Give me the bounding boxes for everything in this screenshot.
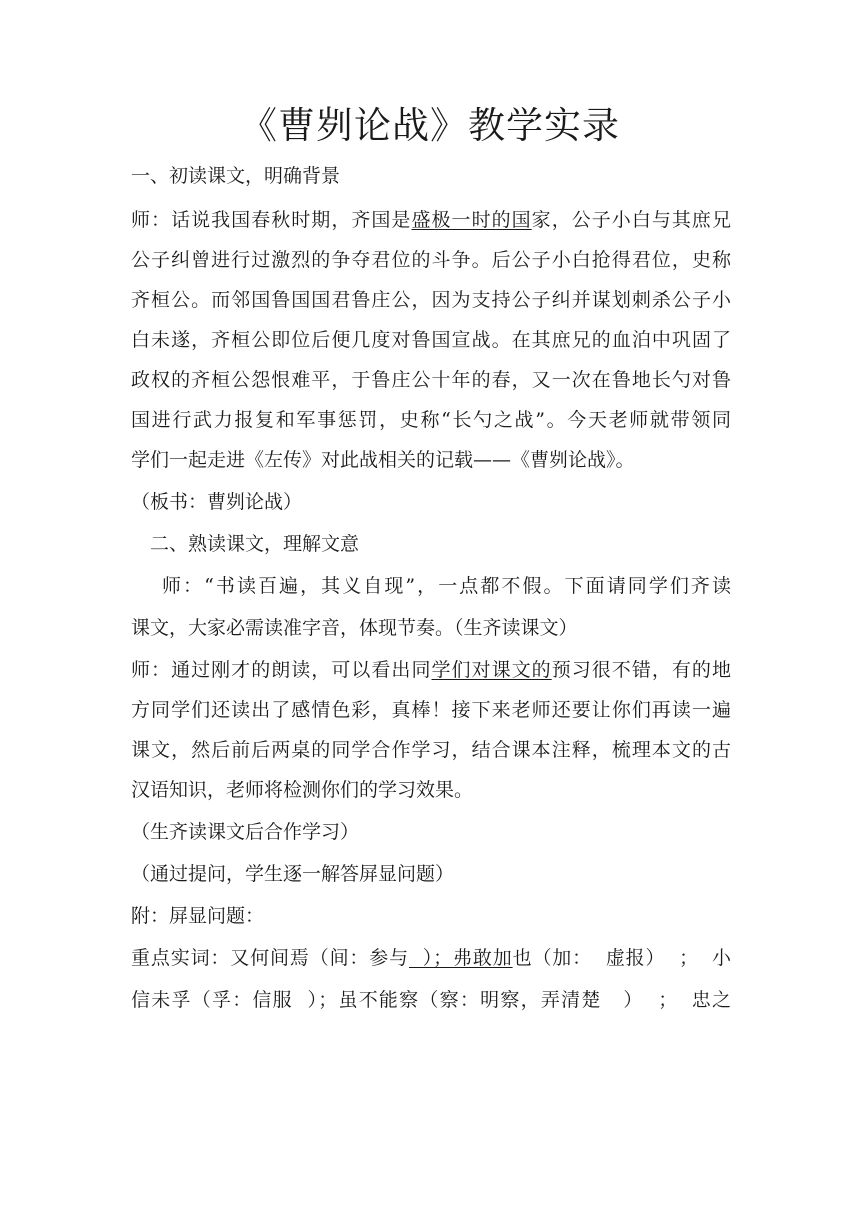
key-words-line-1 (131, 944, 731, 972)
document-title: 《曹刿论战》教学实录 (240, 104, 620, 147)
paragraph-1-line-6: 国进行武力报复和军事惩罚，史称“长勺之战”。今天老师就带领同 (131, 409, 731, 431)
paragraph-1-line-4: 白未遂，齐桓公即位后便几度对鲁国宣战。在其庶兄的血泊中巩固了 (131, 329, 731, 351)
paragraph-1-line-2: 公子纠曾进行过激烈的争夺君位的斗争。后公子小白抢得君位，史称 (131, 249, 731, 271)
paragraph-3-line-2: 方同学们还读出了感情色彩，真棒！接下来老师还要让你们再读一遍 (131, 699, 731, 721)
text-run: 家，公子小白与其庶兄 (531, 209, 731, 231)
paragraph-3-line-3: 课文，然后前后两桌的同学合作学习，结合课本注释，梳理本文的古 (131, 739, 731, 761)
note-line-2: （通过提问，学生逐一解答屏显问题） (131, 863, 455, 885)
underlined-text: 盛极一时的国 (411, 209, 532, 231)
paragraph-1-line-5: 政权的齐桓公怨恨难平，于鲁庄公十年的春，又一次在鲁地长勺对鲁 (131, 369, 731, 391)
note-line-1: （生齐读课文后合作学习） (131, 821, 360, 843)
paragraph-2-line-1: 师：“书读百遍，其义自现”，一点都不假。下面请同学们齐读 (162, 575, 731, 597)
paragraph-2-line-2: 课文，大家必需读准字音，体现节奏。（生齐读课文） (131, 617, 578, 639)
underlined-text: 学们对课文的 (431, 659, 552, 681)
underlined-text: ）；弗敢加 (409, 947, 513, 969)
paragraph-1-line-7: 学们一起走进《左传》对此战相关的记载——《曹刿论战》。 (131, 449, 635, 471)
board-note: （板书：曹刿论战） (131, 491, 303, 513)
note-line-3: 附：屏显问题： (131, 905, 265, 927)
text-run: 也（加： 虚报） ； 小 (512, 947, 731, 969)
paragraph-3-line-1 (131, 656, 731, 684)
paragraph-1-line-1 (131, 206, 731, 234)
paragraph-3-line-4: 汉语知识，老师将检测你们的学习效果。 (131, 779, 474, 801)
text-run: 预习很不错，有的地 (551, 659, 731, 681)
section-heading-2: 二、熟读课文，理解文意 (150, 533, 360, 555)
text-run: 师：通过刚才的朗读，可以看出同 (131, 659, 432, 681)
text-run: 重点实词：又何间焉（间：参与 (131, 947, 409, 969)
key-words-line-2: 信未孚（孚：信服 ）；虽不能察（察：明察，弄清楚 ） ； 忠之 (131, 989, 731, 1011)
section-heading-1: 一、初读课文，明确背景 (131, 165, 341, 187)
text-run: 师：话说我国春秋时期，齐国是 (131, 209, 412, 231)
paragraph-1-line-3: 齐桓公。而邻国鲁国国君鲁庄公，因为支持公子纠并谋划刺杀公子小 (131, 289, 731, 311)
